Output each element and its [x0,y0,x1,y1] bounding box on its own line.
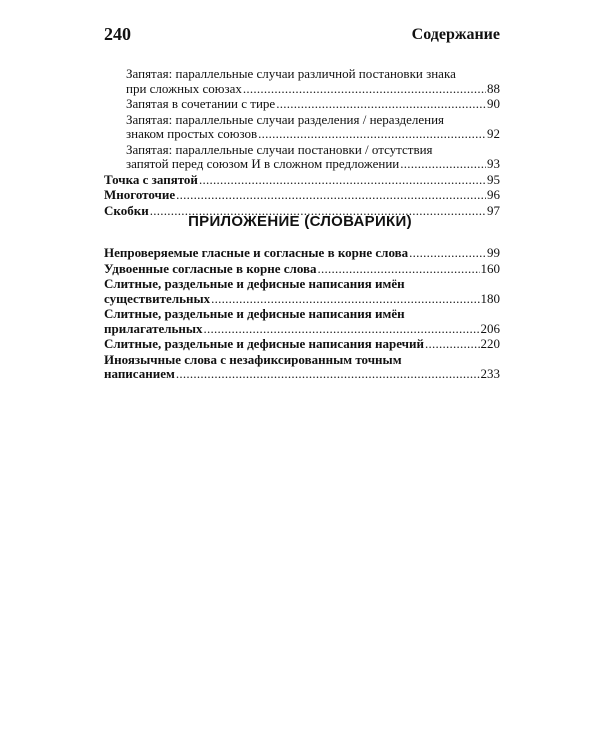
toc-page-number: 92 [487,126,500,141]
toc-entry[interactable] [104,67,500,96]
dot-leader [409,246,486,261]
toc-entry[interactable] [104,353,500,382]
dot-leader [425,337,480,352]
toc-entry[interactable] [104,113,500,142]
toc-list-main [104,67,500,218]
toc-page-number: 90 [487,96,500,111]
toc-page-number: 206 [480,320,500,336]
toc-entry-text: Слитные, раздельные и дефисные написания имён [104,276,405,291]
toc-entry-text: знаком простых союзов [126,126,258,141]
dot-leader [243,82,486,97]
toc-entry-text: написанием [104,366,175,381]
toc-entry[interactable] [104,337,500,352]
toc-entry-text: Запятая: параллельные случаи разделения / неразделения [126,111,445,127]
toc-entry-text: Запятая: параллельные случаи постановки / отсутствия [126,141,433,157]
toc-page-number: 160 [480,260,500,276]
toc-entry-text: Запятая: параллельные случаи различной постановки знака [126,66,456,81]
toc-page-number: 220 [480,336,500,351]
toc-page-number: 96 [487,187,500,202]
toc-entry[interactable] [104,277,500,306]
dot-leader [176,367,480,382]
toc-entry-text: запятой перед союзом И в сложном предложении [126,156,400,171]
dot-leader [211,292,479,307]
dot-leader [204,322,480,337]
dot-leader [258,127,486,142]
toc-page-number: 233 [480,366,500,381]
toc-entry[interactable] [104,173,500,188]
toc-entry-text: Скобки [104,202,149,218]
toc-entry[interactable] [104,143,500,172]
toc-entry[interactable] [104,262,500,277]
toc-page-number: 95 [487,171,500,187]
toc-entry-text: Запятая в сочетании с тире [126,96,276,111]
toc-entry[interactable] [104,97,500,112]
dot-leader [318,262,480,277]
toc-entry-text: Удвоенные согласные в корне слова [104,260,317,276]
toc-entry[interactable] [104,188,500,203]
dot-leader [199,173,486,188]
toc-entry-text: Иноязычные слова с незафиксированным точным [104,351,402,367]
toc-entry-text: Точка с запятой [104,171,198,187]
toc-entry-text: существительных [104,290,211,306]
toc-page-number: 88 [487,80,500,96]
dot-leader [276,97,486,112]
toc-page-number: 99 [487,245,500,260]
toc-entry-text: прилагательных [104,320,203,336]
toc-list-appendix [104,246,500,382]
appendix-heading: ПРИЛОЖЕНИЕ (СЛОВАРИКИ) [188,213,412,230]
toc-page-number: 180 [480,290,500,306]
running-title: Содержание [411,26,500,43]
dot-leader [400,157,486,172]
toc-entry-text: при сложных союзах [126,80,242,96]
toc-entry[interactable] [104,246,500,261]
toc-entry-text: Слитные, раздельные и дефисные написания имён [104,306,405,321]
page-number: 240 [104,24,131,44]
toc-entry-text: Слитные, раздельные и дефисные написания наречий [104,336,424,351]
toc-entry-text: Непроверяемые гласные и согласные в корне слова [104,245,409,260]
toc-page-number: 93 [487,156,500,171]
toc-page-number: 97 [487,202,500,218]
toc-entry-text: Многоточие [104,187,176,202]
dot-leader [176,188,486,203]
toc-entry[interactable] [104,307,500,336]
